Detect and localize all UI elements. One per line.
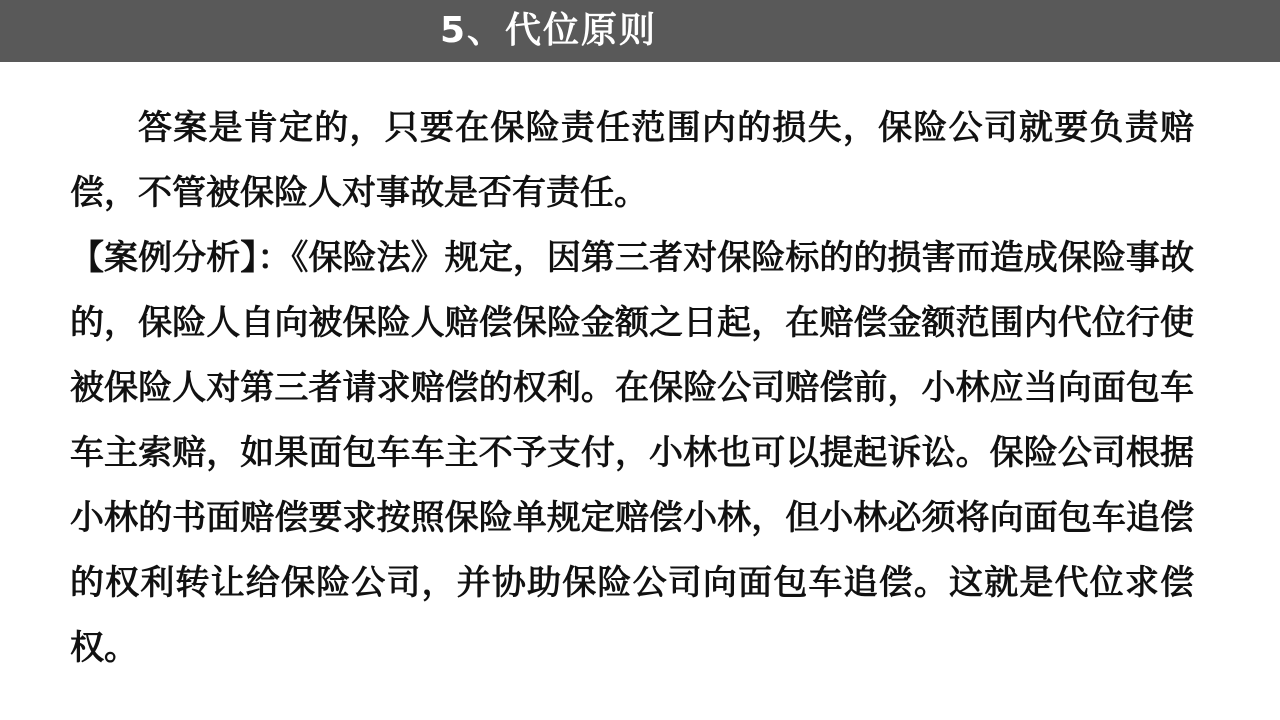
title-bar [0,0,1280,62]
slide-title: 5、代位原则 [440,10,658,51]
slide-body [70,96,1194,681]
paragraph-answer: 答案是肯定的，只要在保险责任范围内的损失，保险公司就要负责赔偿，不管被保险人对事故是否有责任。 [70,108,1194,213]
paragraph-case-analysis: 【案例分析】：《保险法》规定，因第三者对保险标的的损害而造成保险事故的，保险人自向被保险人赔偿保险金额之日起，在赔偿金额范围内代位行使被保险人对第三者请求赔偿的权利。在保险公司赔偿前，小林应当向面包车车主索赔，如果面包车车主不予支付，小林也可以提起诉讼。保险公司根据小林的书面赔偿要求按照保险单规定赔偿小林，但小林必须将向面包车追偿的权利转让给保险公司，并协助保险公司向面包车追偿。这就是代位求偿权。 [70,238,1194,668]
